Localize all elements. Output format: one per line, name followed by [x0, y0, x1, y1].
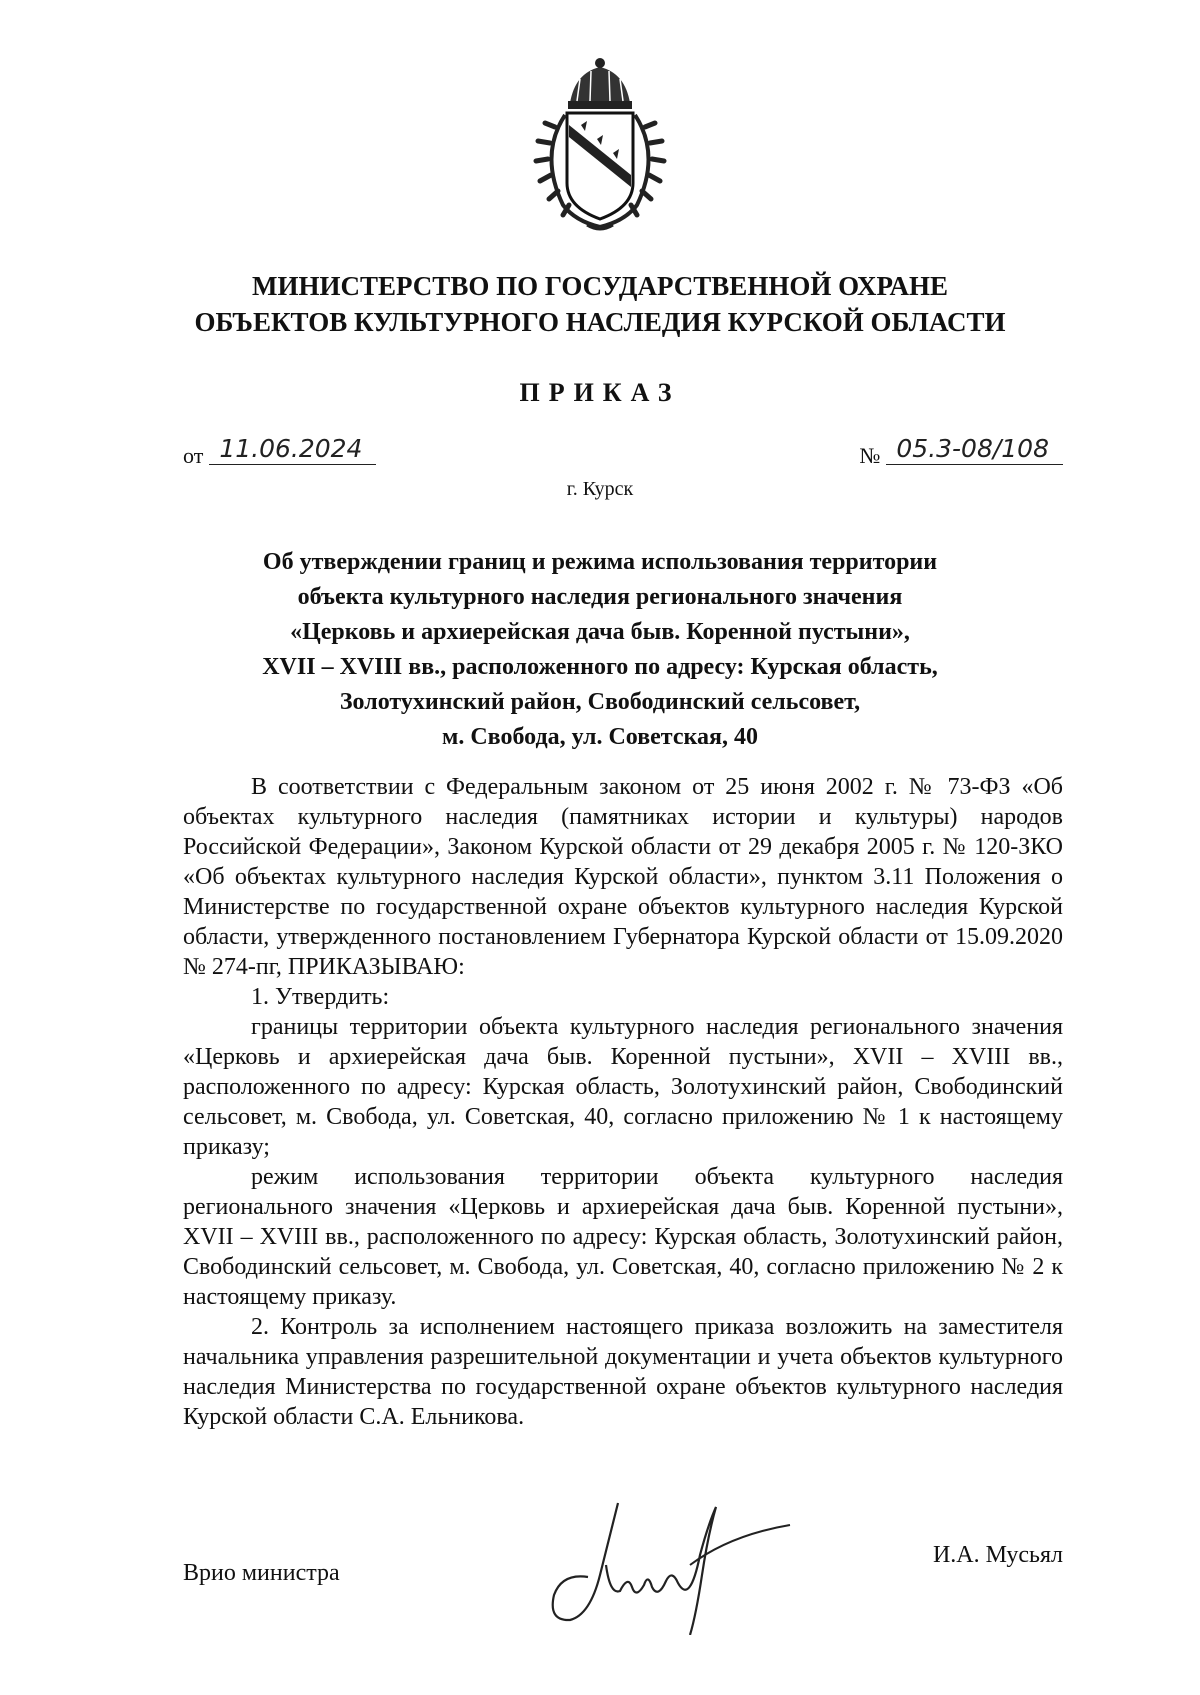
- coat-of-arms-icon: [525, 55, 675, 237]
- subject-line: Золотухинский район, Свободинский сельсовет,: [339, 689, 861, 715]
- ministry-name-line2: ОБЪЕКТОВ КУЛЬТУРНОГО НАСЛЕДИЯ КУРСКОЙ ОБЛАСТИ: [194, 307, 1006, 337]
- item-2-control: 2. Контроль за исполнением настоящего приказа возложить на заместителя начальника управления разрешительной документации и учета объектов культурного наследия Министерства по государственной охране объектов культурного наследия Курской области С.А. Ельникова.: [183, 1314, 1063, 1430]
- item-1-title: 1. Утвердить:: [251, 984, 390, 1010]
- preamble-paragraph: В соответствии с Федеральным законом от 25 июня 2002 г. № 73-ФЗ «Об объектах культурного наследия (памятниках истории и культуры) народов Российской Федерации», Законом Курской области от 29 декабря 2005 г. № 120-ЗКО «Об объектах культурного наследия Курской области», пунктом 3.11 Положения о Министерстве по государственной охране объектов культурного наследия Курской области, утвержденного постановлением Губернатора Курской области от 15.09.2020 № 274-пг, ПРИКАЗЫВАЮ:: [183, 774, 1063, 980]
- date-prefix: от: [183, 443, 204, 468]
- item-1-regime: режим использования территории объекта культурного наследия регионального значения «Церковь и архиерейская дача быв. Коренной пустыни», XVII – XVIII вв., расположенного по адресу: Курская область, Золотухинский район, Свободинский сельсовет, м. Свобода, ул. Советская, 40, согласно приложению № 2 к настоящему приказу.: [183, 1164, 1063, 1310]
- subject-line: м. Свобода, ул. Советская, 40: [441, 724, 758, 750]
- handwritten-date: 11.06.2024: [209, 434, 376, 465]
- order-number: [859, 434, 1063, 471]
- document-type-title: ПРИКАЗ: [519, 378, 681, 407]
- order-date: [183, 434, 376, 471]
- subject-line: «Церковь и архиерейская дача быв. Коренной пустыни»,: [290, 619, 910, 645]
- signer-role: Врио министра: [183, 1560, 340, 1586]
- subject-line: XVII – XVIII вв., расположенного по адресу: Курская область,: [262, 654, 938, 680]
- number-prefix: №: [859, 443, 881, 468]
- order-subject: [0, 545, 1200, 755]
- date-number-row: [183, 434, 1063, 480]
- signature-icon: [540, 1495, 800, 1635]
- ministry-name: [0, 268, 1200, 340]
- handwritten-number: 05.3-08/108: [886, 434, 1063, 465]
- ministry-name-line1: МИНИСТЕРСТВО ПО ГОСУДАРСТВЕННОЙ ОХРАНЕ: [251, 271, 949, 301]
- subject-line: объекта культурного наследия регионального значения: [297, 584, 903, 610]
- issue-city: г. Курск: [566, 478, 634, 500]
- item-1-boundaries: границы территории объекта культурного наследия регионального значения «Церковь и архиерейская дача быв. Коренной пустыни», XVII – XVIII вв., расположенного по адресу: Курская область, Золотухинский район, Свободинский сельсовет, м. Свобода, ул. Советская, 40, согласно приложению № 1 к настоящему приказу;: [183, 1014, 1063, 1160]
- signer-name: И.А. Мусьял: [932, 1542, 1063, 1568]
- subject-line: Об утверждении границ и режима использования территории: [262, 549, 938, 575]
- order-body: [183, 772, 1063, 1432]
